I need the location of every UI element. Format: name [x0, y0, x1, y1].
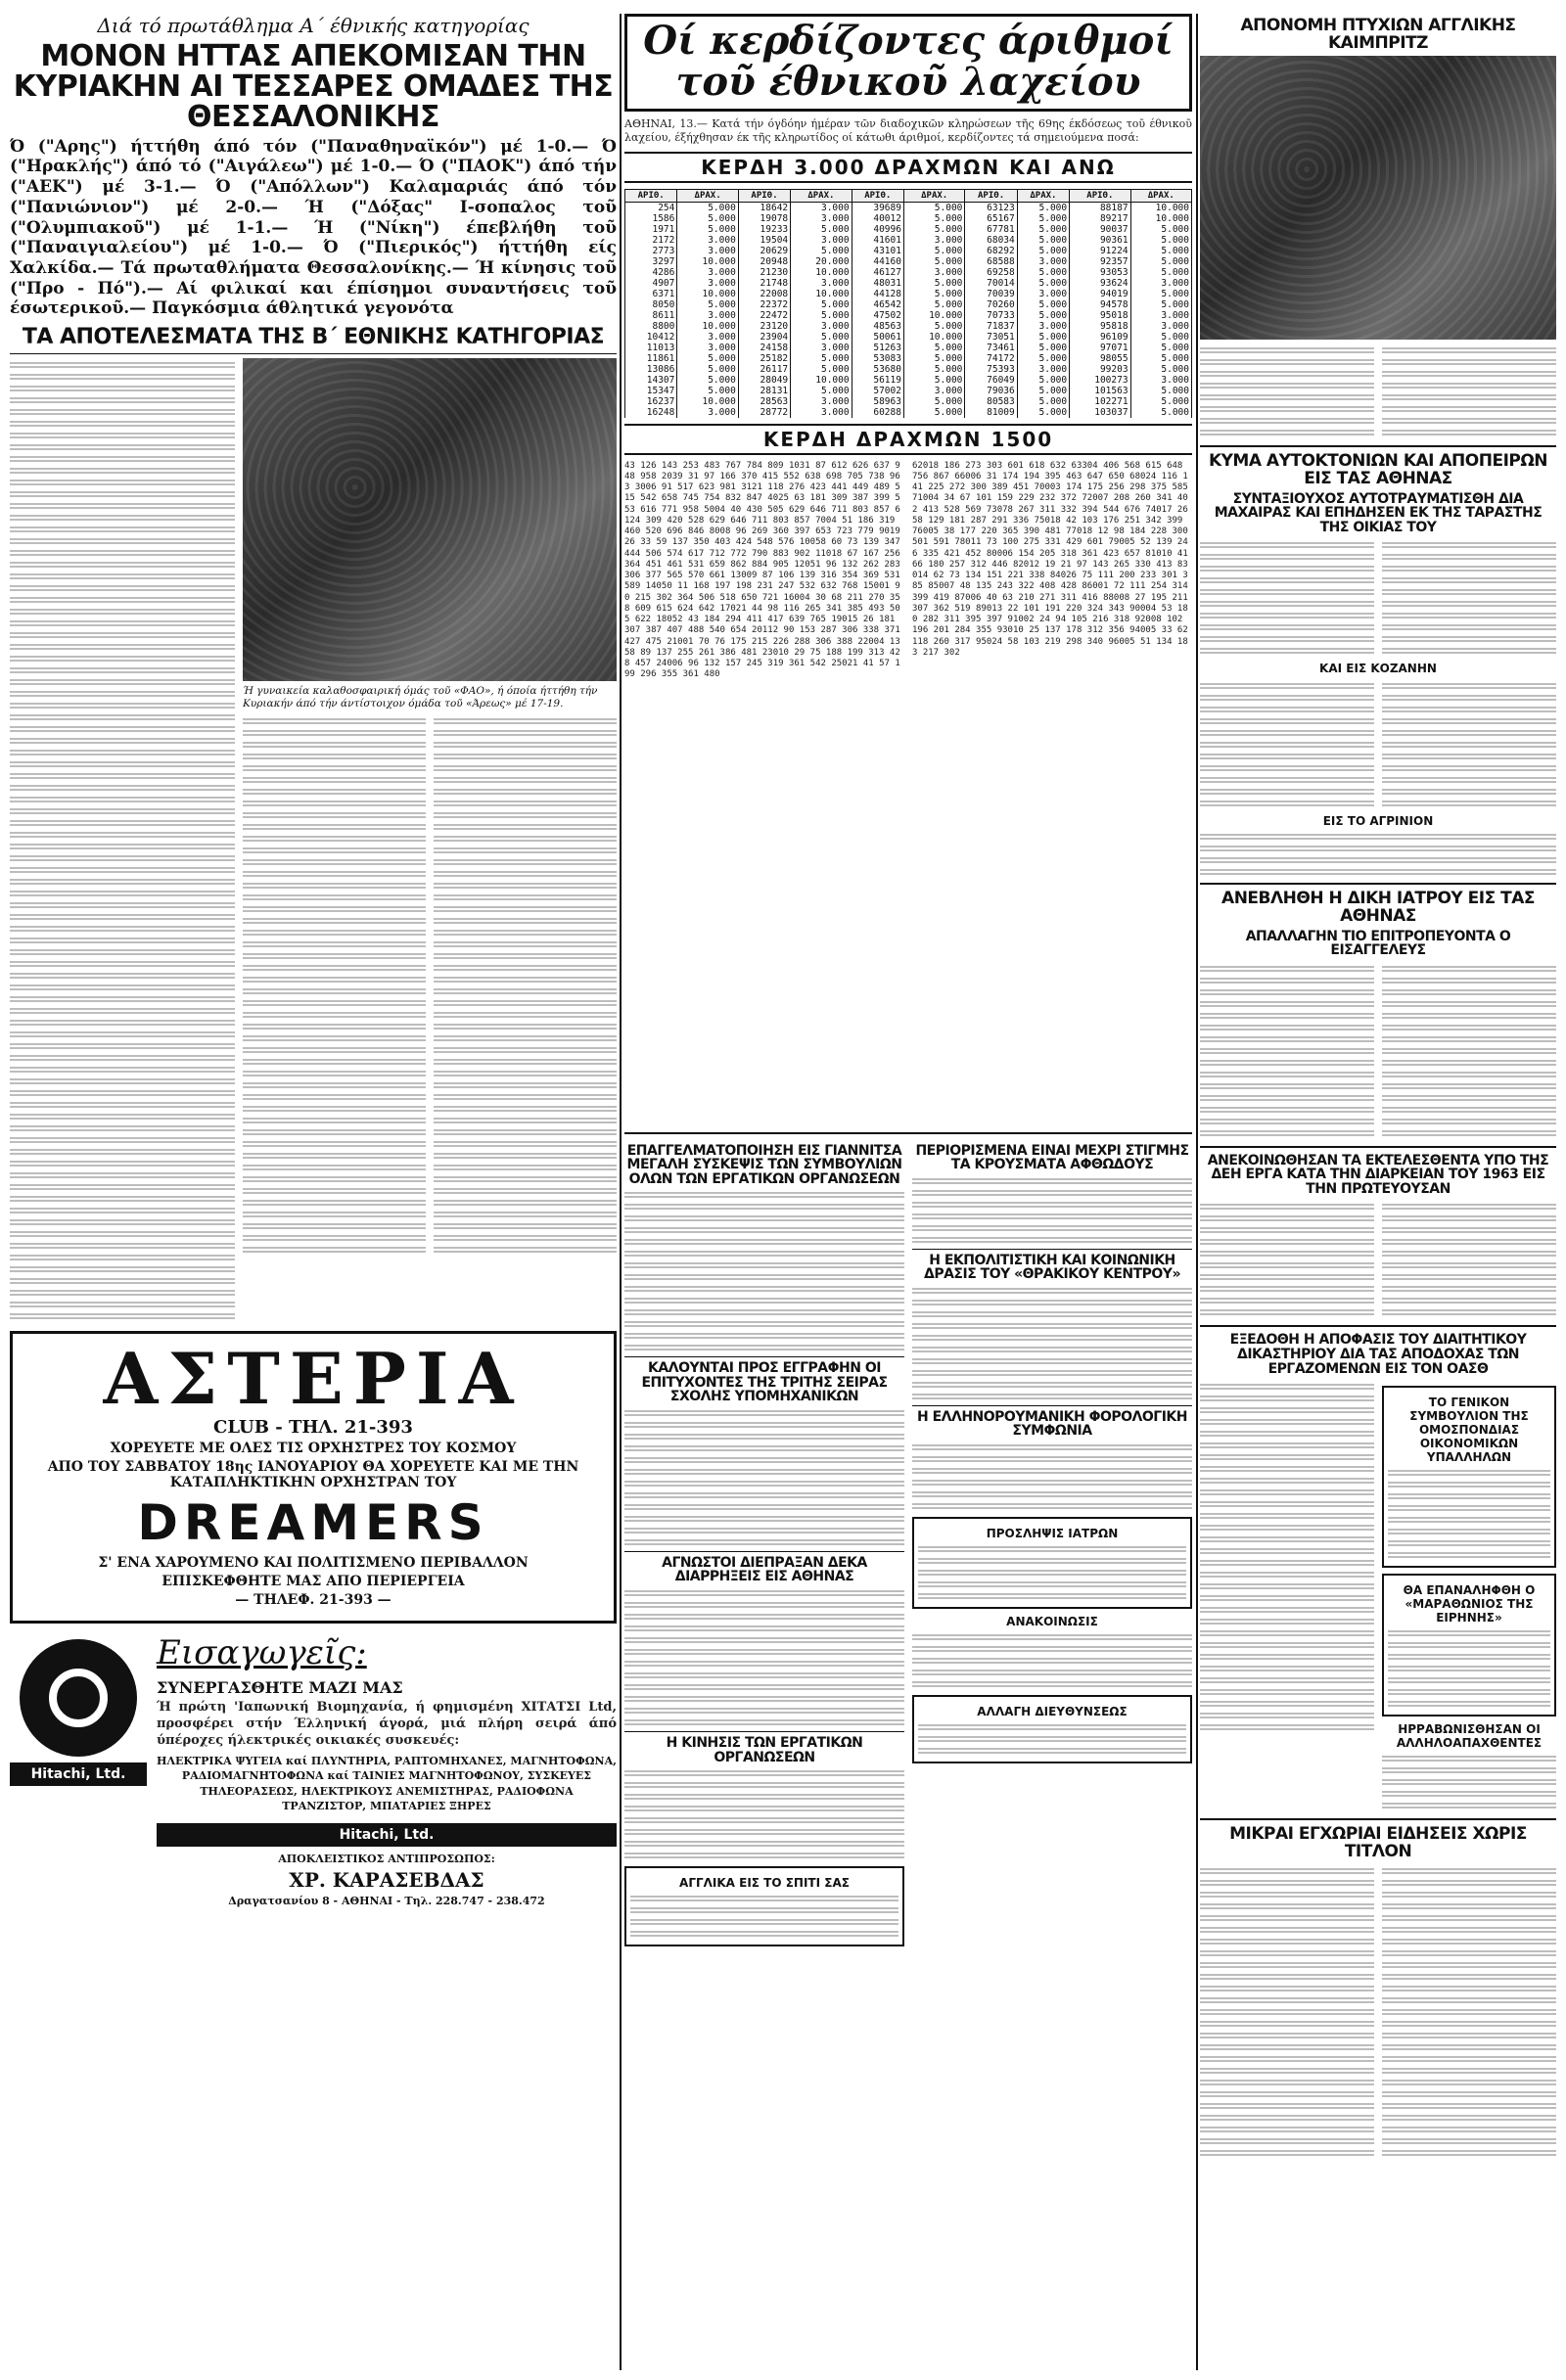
table-cell: 10.000 [903, 332, 964, 343]
table-cell: 44128 [852, 289, 903, 299]
table-cell: 3.000 [791, 278, 852, 289]
table-header-cell: ΔΡΑΧ. [1017, 189, 1069, 202]
table-cell: 81009 [965, 407, 1017, 418]
table-cell: 5.000 [791, 310, 852, 321]
labor-movement-headline: Η ΚΙΝΗΣΙΣ ΤΩΝ ΕΡΓΑΤΙΚΩΝ ΟΡΓΑΝΩΣΕΩΝ [666, 1734, 863, 1765]
table-cell: 10.000 [791, 289, 852, 299]
table-cell: 71837 [965, 321, 1017, 332]
table-header-cell: ΑΡΙΘ. [852, 189, 903, 202]
hitachi-address: Δραγατσανίου 8 - ΑΘΗΝΑΙ - Τηλ. 228.747 - 238.472 [228, 1895, 545, 1908]
table-cell: 3.000 [791, 202, 852, 213]
table-header-cell: ΔΡΑΧ. [903, 189, 964, 202]
sports-kicker: Διά τό πρωτάθλημα Α΄ έθνικής κατηγορίας [97, 14, 530, 37]
table-cell: 58963 [852, 396, 903, 407]
address-change-headline: ΑΛΛΑΓΗ ΔΙΕΥΘΥΝΣΕΩΣ [977, 1704, 1128, 1718]
thracian-center-headline: Η ΕΚΠΟΛΙΤΙΣΤΙΚΗ ΚΑΙ ΚΟΙΝΩΝΙΚΗ ΔΡΑΣΙΣ ΤΟΥ «ΘΡΑΚΙΚΟΥ ΚΕΝΤΡΟΥ» [924, 1252, 1180, 1283]
table-cell: 3.000 [791, 213, 852, 224]
table-cell: 90361 [1070, 235, 1130, 246]
table-cell: 10.000 [677, 396, 738, 407]
agrinio-headline: ΕΙΣ ΤΟ ΑΓΡΙΝΙΟΝ [1322, 814, 1434, 829]
doctors-hiring-headline: ΠΡΟΣΛΗΨΙΣ ΙΑΤΡΩΝ [986, 1526, 1119, 1540]
table-cell: 100273 [1070, 375, 1130, 386]
table-cell: 70260 [965, 299, 1017, 310]
asteria-line1: ΧΟΡΕΥΕΤΕ ΜΕ ΟΛΕΣ ΤΙΣ ΟΡΧΗΣΤΡΕΣ ΤΟΥ ΚΟΣΜΟΥ [110, 1441, 517, 1457]
table-header-cell: ΑΡΙΘ. [738, 189, 790, 202]
table-cell: 25182 [738, 353, 790, 364]
table-cell: 5.000 [1130, 343, 1191, 353]
table-cell: 10.000 [791, 375, 852, 386]
marathon-headline: ΘΑ ΕΠΑΝΑΛΗΦΘΗ Ο «ΜΑΡΑΘΩΝΙΟΣ ΤΗΣ ΕΙΡΗΝΗΣ» [1403, 1583, 1536, 1625]
hitachi-ad [10, 1633, 617, 1910]
table-cell: 10412 [625, 332, 677, 343]
table-cell: 88187 [1070, 202, 1130, 213]
table-cell: 3.000 [903, 386, 964, 396]
hitachi-headline: ΣΥΝΕΡΓΑΣΘΗΤΕ ΜΑΖΙ ΜΑΣ [157, 1678, 403, 1698]
table-cell: 48031 [852, 278, 903, 289]
table-cell: 5.000 [1017, 386, 1069, 396]
table-cell: 5.000 [677, 364, 738, 375]
table-cell: 3.000 [791, 321, 852, 332]
table-cell: 50061 [852, 332, 903, 343]
engaged-headline: ΗΡΡΑΒΩΝΙΣΘΗΣΑΝ ΟΙ ΑΛΛΗΛΟΑΠΑΧΘΕΝΤΕΣ [1396, 1722, 1543, 1751]
table-cell: 3.000 [677, 407, 738, 418]
table-cell: 5.000 [903, 278, 964, 289]
table-cell: 1971 [625, 224, 677, 235]
table-cell: 76049 [965, 375, 1017, 386]
table-cell: 3.000 [677, 267, 738, 278]
table-cell: 91224 [1070, 246, 1130, 256]
table-cell: 5.000 [1017, 213, 1069, 224]
table-cell: 46542 [852, 299, 903, 310]
table-cell: 3.000 [1017, 256, 1069, 267]
table-cell: 23120 [738, 321, 790, 332]
table-cell: 2773 [625, 246, 677, 256]
burglaries-headline: ΑΓΝΩΣΤΟΙ ΔΙΕΠΡΑΞΑΝ ΔΕΚΑ ΔΙΑΡΡΗΞΕΙΣ ΕΙΣ ΑΘΗΝΑΣ [662, 1554, 867, 1585]
table-cell: 70014 [965, 278, 1017, 289]
table-row [625, 235, 1192, 246]
asteria-line5: — ΤΗΛΕΦ. 21-393 — [235, 1592, 392, 1609]
left-column [10, 14, 617, 2370]
table-cell: 21748 [738, 278, 790, 289]
table-cell: 5.000 [903, 299, 964, 310]
table-cell: 5.000 [677, 299, 738, 310]
table-cell: 47502 [852, 310, 903, 321]
table-row [625, 310, 1192, 321]
table-row [625, 278, 1192, 289]
table-cell: 73051 [965, 332, 1017, 343]
table-cell: 3.000 [677, 332, 738, 343]
table-header-cell: ΑΡΙΘ. [1070, 189, 1130, 202]
table-cell: 5.000 [903, 375, 964, 386]
table-cell: 60288 [852, 407, 903, 418]
table-cell: 5.000 [1130, 353, 1191, 364]
table-cell: 10.000 [677, 321, 738, 332]
basketball-team-photo [243, 358, 617, 681]
sports-lead: Ό ("Αρης") ήττήθη άπό τόν ("Παναθηναϊκόν") μέ 1-0.— Ό ("Ηρακλής") άπό τό ("Αιγάλεω") μέ 1-0.— Ό ("ΠΑΟΚ") άπό τήν ("ΑΕΚ") μέ 3-1.— Ό ("Απόλλων") Καλαμαριάς άπό τόν ("Πανιώνιον") μέ 2-0.— Ή ("Δόξας" Ι-σοπαλος τοῦ ("Ολυμπιακοῦ") μέ 1-1.— Ή ("Νίκη") έπεβλήθη τοῦ ("Παναιγιαλείου") μέ 1-0.— Ό ("Πιερικός") ήττήθη είς Χαλκίδα.— Τά πρωταθλήματα Θεσσαλονίκης.— Ή κίνησις τοῦ ("Προ - Πό").— Αί φιλικαί και έπίσημοι συναντήσεις τοῦ έσωτερικοῦ.— Παγκόσμια άθλητικά γεγονότα [10, 136, 617, 319]
table-header-cell: ΔΡΑΧ. [791, 189, 852, 202]
table-cell: 5.000 [1130, 386, 1191, 396]
table-cell: 98055 [1070, 353, 1130, 364]
table-row [625, 332, 1192, 343]
table-cell: 5.000 [1017, 278, 1069, 289]
table-row [625, 299, 1192, 310]
giannitsa-headline: ΕΠΑΓΓΕΛΜΑΤΟΠΟΙΗΣΗ ΕΙΣ ΓΙΑΝΝΙΤΣΑ ΜΕΓΑΛΗ ΣΥΣΚΕΨΙΣ ΤΩΝ ΣΥΜΒΟΥΛΙΩΝ ΟΛΩΝ ΤΩΝ ΕΡΓΑΤΙΚΩΝ ΟΡΓΑΝΩΣΕΩΝ [626, 1142, 902, 1187]
table-cell: 5.000 [1130, 299, 1191, 310]
table-cell: 3.000 [1130, 278, 1191, 289]
kozani-headline: ΚΑΙ ΕΙΣ ΚΟΖΑΝΗΝ [1319, 662, 1437, 676]
foot-mouth-headline: ΠΕΡΙΟΡΙΣΜΕΝΑ ΕΙΝΑΙ ΜΕΧΡΙ ΣΤΙΓΜΗΣ ΤΑ ΚΡΟΥΣΜΑΤΑ ΑΦΘΩΔΟΥΣ [915, 1142, 1189, 1173]
table-cell: 6371 [625, 289, 677, 299]
table-cell: 10.000 [677, 289, 738, 299]
financial-employees-headline: ΤΟ ΓΕΝΙΚΟΝ ΣΥΜΒΟΥΛΙΟΝ ΤΗΣ ΟΜΟΣΠΟΝΔΙΑΣ ΟΙΚΟΝΟΜΙΚΩΝ ΥΠΑΛΛΗΛΩΝ [1409, 1396, 1529, 1465]
table-cell: 5.000 [1130, 224, 1191, 235]
table-cell: 4907 [625, 278, 677, 289]
table-cell: 5.000 [1130, 332, 1191, 343]
table-cell: 5.000 [791, 386, 852, 396]
table-cell: 5.000 [903, 202, 964, 213]
table-cell: 56119 [852, 375, 903, 386]
table-cell: 5.000 [677, 375, 738, 386]
table-cell: 89217 [1070, 213, 1130, 224]
hitachi-script-heading: Εισαγωγεῖς: [157, 1633, 367, 1673]
table-row [625, 256, 1192, 267]
suicides-headline: ΚΥΜΑ ΑΥΤΟΚΤΟΝΙΩΝ ΚΑΙ ΑΠΟΠΕΙΡΩΝ ΕΙΣ ΤΑΣ ΑΘΗΝΑΣ [1208, 451, 1548, 489]
table-cell: 95018 [1070, 310, 1130, 321]
table-cell: 43101 [852, 246, 903, 256]
table-cell: 11013 [625, 343, 677, 353]
table-cell: 23904 [738, 332, 790, 343]
table-cell: 10.000 [903, 310, 964, 321]
asteria-club-ad [10, 1331, 617, 1624]
table-cell: 5.000 [1130, 235, 1191, 246]
table-cell: 5.000 [791, 224, 852, 235]
table-cell: 5.000 [1017, 332, 1069, 343]
table-cell: 24158 [738, 343, 790, 353]
table-cell: 10.000 [677, 256, 738, 267]
table-cell: 8800 [625, 321, 677, 332]
table-cell: 5.000 [1017, 202, 1069, 213]
table-cell: 5.000 [677, 224, 738, 235]
table-cell: 73461 [965, 343, 1017, 353]
sports-article-body [10, 358, 235, 1323]
table-row [625, 386, 1192, 396]
cambridge-ceremony-photo [1200, 56, 1556, 340]
table-cell: 5.000 [1017, 235, 1069, 246]
table-cell: 5.000 [1017, 396, 1069, 407]
table-cell: 5.000 [677, 213, 738, 224]
table-cell: 80583 [965, 396, 1017, 407]
table-header-cell: ΔΡΑΧ. [1130, 189, 1191, 202]
table-cell: 3.000 [1017, 364, 1069, 375]
table-row [625, 267, 1192, 278]
table-cell: 1586 [625, 213, 677, 224]
hitachi-intro: Ή πρώτη 'Ιαπωνική Βιομηχανία, ή φημισμένη ΧΙΤΑΤΣΙ Ltd, προσφέρει στήν Έλληνική άγορά, μιά πλήρη σειρά άπό ύπέροχες ήλεκτρικές οικιακές συσκευές: [157, 1700, 617, 1748]
table-cell: 11861 [625, 353, 677, 364]
table-cell: 96109 [1070, 332, 1130, 343]
table-cell: 10.000 [791, 267, 852, 278]
hitachi-agent-label: ΑΠΟΚΛΕΙΣΤΙΚΟΣ ΑΝΤΙΠΡΟΣΩΠΟΣ: [278, 1853, 495, 1866]
table-cell: 3.000 [791, 235, 852, 246]
hitachi-agent: ΧΡ. ΚΑΡΑΣΕΒΔΑΣ [289, 1868, 484, 1893]
table-cell: 93053 [1070, 267, 1130, 278]
table-cell: 16248 [625, 407, 677, 418]
tax-agreement-headline: Η ΕΛΛΗΝΟΡΟΥΜΑΝΙΚΗ ΦΟΡΟΛΟΓΙΚΗ ΣΥΜΦΩΝΙΑ [917, 1408, 1187, 1440]
table-cell: 5.000 [791, 299, 852, 310]
basketball-photo-caption: Ή γυναικεία καλαθοσφαιρική όμάς τοῦ «ΦΑΟ», ή όποία ήττήθη τήν Κυριακήν άπό τήν άντίστοιχον όμάδα τοῦ «Άρεως» μέ 17-19. [243, 685, 598, 710]
asteria-club-line: CLUB - ΤΗΛ. 21-393 [213, 1417, 413, 1439]
table-cell: 68034 [965, 235, 1017, 246]
table-header-cell: ΑΡΙΘ. [625, 189, 677, 202]
table-cell: 67781 [965, 224, 1017, 235]
table-cell: 13086 [625, 364, 677, 375]
table-row [625, 224, 1192, 235]
table-cell: 70039 [965, 289, 1017, 299]
lottery-band-3000: ΚΕΡΔΗ 3.000 ΔΡΑΧΜΩΝ ΚΑΙ ΑΝΩ [624, 152, 1192, 183]
table-cell: 53680 [852, 364, 903, 375]
lottery-masthead: Οί κερδίζοντες άριθμοί τοῦ έθνικοῦ λαχείου [624, 14, 1192, 112]
table-header-cell: ΑΡΙΘ. [965, 189, 1017, 202]
table-cell: 68588 [965, 256, 1017, 267]
table-cell: 5.000 [903, 321, 964, 332]
table-cell: 5.000 [1130, 256, 1191, 267]
table-cell: 254 [625, 202, 677, 213]
table-cell: 2172 [625, 235, 677, 246]
table-cell: 3.000 [1130, 310, 1191, 321]
middle-column [624, 14, 1192, 2370]
table-cell: 28049 [738, 375, 790, 386]
table-cell: 5.000 [903, 396, 964, 407]
table-row [625, 246, 1192, 256]
table-cell: 102271 [1070, 396, 1130, 407]
lottery-intro: ΑΘΗΝΑΙ, 13.— Κατά τήν όγδόην ήμέραν τῶν διαδοχικῶν κληρώσεων τῆς 69ης έκδόσεως τοῦ έθνικοῦ λαχείου, έξήχθησαν έκ τῆς κληρωτίδος οί κάτωθι άριθμοί, κερδίζοντες τά σημειούμενα ποσά: [624, 117, 1192, 145]
table-cell: 3.000 [903, 267, 964, 278]
table-cell: 19078 [738, 213, 790, 224]
pensioner-headline: ΣΥΝΤΑΞΙΟΥΧΟΣ ΑΥΤΟΤΡΑΥΜΑΤΙΣΘΗ ΔΙΑ ΜΑΧΑΙΡΑΣ ΚΑΙ ΕΠΗΔΗΣΕΝ ΕΚ ΤΗΣ ΤΑΡΑΣΤΗΣ ΤΗΣ ΟΙΚΙΑΣ ΤΟΥ [1214, 490, 1543, 535]
table-cell: 19504 [738, 235, 790, 246]
local-news-headline: ΜΙΚΡΑΙ ΕΓΧΩΡΙΑΙ ΕΙΔΗΣΕΙΣ ΧΩΡΙΣ ΤΙΤΛΟΝ [1229, 1824, 1527, 1861]
table-cell: 4286 [625, 267, 677, 278]
table-cell: 40012 [852, 213, 903, 224]
table-cell: 5.000 [1017, 407, 1069, 418]
table-cell: 5.000 [903, 256, 964, 267]
table-cell: 44160 [852, 256, 903, 267]
table-cell: 22008 [738, 289, 790, 299]
hitachi-brand-bottom: Hitachi, Ltd. [157, 1823, 617, 1847]
table-cell: 53083 [852, 353, 903, 364]
cambridge-headline: ΑΠΟΝΟΜΗ ΠΤΥΧΙΩΝ ΑΓΓΛΙΚΗΣ ΚΑΙΜΠΡΙΤΖ [1240, 16, 1516, 53]
table-row [625, 407, 1192, 418]
table-cell: 41601 [852, 235, 903, 246]
table-cell: 5.000 [677, 202, 738, 213]
table-row [625, 289, 1192, 299]
table-cell: 20629 [738, 246, 790, 256]
table-cell: 99203 [1070, 364, 1130, 375]
table-cell: 5.000 [1130, 267, 1191, 278]
table-cell: 5.000 [1130, 407, 1191, 418]
table-cell: 14307 [625, 375, 677, 386]
asteria-line4: ΕΠΙΣΚΕΦΘΗΤΕ ΜΑΣ ΑΠΟ ΠΕΡΙΕΡΓΕΙΑ [161, 1574, 465, 1590]
table-cell: 3297 [625, 256, 677, 267]
table-row [625, 321, 1192, 332]
lottery-table [624, 189, 1192, 418]
table-cell: 46127 [852, 267, 903, 278]
table-cell: 16237 [625, 396, 677, 407]
announcement-headline: ΑΝΑΚΟΙΝΩΣΙΣ [1006, 1614, 1098, 1628]
doctor-trial-headline: ΑΝΕΒΛΗΘΗ Η ΔΙΚΗ ΙΑΤΡΟΥ ΕΙΣ ΤΑΣ ΑΘΗΝΑΣ [1221, 889, 1535, 926]
table-cell: 28772 [738, 407, 790, 418]
table-cell: 3.000 [791, 343, 852, 353]
table-cell: 93624 [1070, 278, 1130, 289]
right-column [1200, 14, 1556, 2370]
table-cell: 5.000 [1017, 310, 1069, 321]
engineers-headline: ΚΑΛΟΥΝΤΑΙ ΠΡΟΣ ΕΓΓΡΑΦΗΝ ΟΙ ΕΠΙΤΥΧΟΝΤΕΣ ΤΗΣ ΤΡΙΤΗΣ ΣΕΙΡΑΣ ΣΧΟΛΗΣ ΥΠΟΜΗΧΑΝΙΚΩΝ [641, 1360, 888, 1405]
lottery-numbers-right: 62018 186 273 303 601 618 632 63304 406 568 615 648 756 867 66006 31 174 194 395 463 647 650 68024 116 141 225 272 300 389 451 70003 174 175 256 298 375 585 71004 34 67 101 159 229 232 372 72007 208 260 341 402 413 528 569 73078 267 311 332 394 544 676 74017 26 58 129 181 287 291 336 75018 42 103 176 251 342 399 76005 38 177 220 365 390 481 77018 12 98 184 228 300 501 591 78011 73 100 275 331 429 601 79005 52 139 246 335 421 452 80006 154 205 318 361 423 657 81010 41 66 180 257 312 446 82012 19 21 97 143 265 330 413 83014 62 73 134 151 221 338 84026 75 111 200 233 301 385 85007 48 135 243 322 408 428 86001 72 111 254 314 399 419 87006 40 63 210 271 311 416 88008 27 195 211 307 362 519 89013 22 101 191 220 324 343 90004 53 180 282 311 395 397 91002 24 94 105 216 318 92008 102 196 201 284 355 93010 25 137 178 312 356 94005 33 62 118 260 317 95024 58 103 219 298 340 96005 51 134 183 217 302 [912, 460, 1188, 658]
table-cell: 97071 [1070, 343, 1130, 353]
asteria-line2: ΑΠΟ ΤΟΥ ΣΑΒΒΑΤΟΥ 18ης ΙΑΝΟΥΑΡΙΟΥ ΘΑ ΧΟΡΕΥΕΤΕ ΚΑΙ ΜΕ ΤΗΝ ΚΑΤΑΠΛΗΚΤΙΚΗΝ ΟΡΧΗΣΤΡΑΝ ΤΟΥ [47, 1459, 579, 1491]
table-cell: 5.000 [903, 246, 964, 256]
table-cell: 3.000 [677, 246, 738, 256]
table-cell: 5.000 [903, 407, 964, 418]
table-row [625, 396, 1192, 407]
table-cell: 5.000 [1017, 246, 1069, 256]
table-cell: 18642 [738, 202, 790, 213]
table-cell: 3.000 [1130, 375, 1191, 386]
hitachi-logo-icon [20, 1639, 137, 1757]
lottery-numbers-left: 43 126 143 253 483 767 784 809 1031 87 612 626 637 948 958 2039 31 97 166 370 415 552 638 698 705 738 963 3006 91 517 623 981 3121 118 276 423 441 449 489 515 542 658 745 754 832 847 4025 63 181 309 387 399 553 616 771 958 5004 40 430 505 629 646 711 803 857 6124 309 420 528 629 646 711 803 857 7004 51 186 319 460 520 696 846 8008 96 269 360 397 653 723 779 9019 26 33 59 137 350 403 424 548 576 10058 60 73 139 347 444 506 574 617 712 772 790 883 902 11018 67 167 256 364 451 461 531 659 862 884 905 12051 96 132 262 283 306 377 565 570 661 13009 87 106 139 316 354 369 531 589 14050 11 168 197 198 231 247 532 632 768 15001 90 215 302 364 506 518 650 721 16004 30 68 211 270 358 609 615 624 642 17021 44 98 116 265 341 385 493 505 622 18052 43 184 294 411 417 639 765 19015 26 181 307 387 407 488 540 654 20112 90 153 287 306 338 371 427 475 21001 70 76 175 215 226 288 306 388 22004 13 58 89 137 255 261 386 481 23010 29 75 188 199 313 428 457 24006 96 132 157 245 319 361 542 25021 41 57 199 296 355 361 480 [624, 460, 900, 680]
table-cell: 10.000 [1130, 202, 1191, 213]
table-cell: 5.000 [1017, 343, 1069, 353]
table-cell: 75393 [965, 364, 1017, 375]
table-cell: 5.000 [903, 364, 964, 375]
table-cell: 90037 [1070, 224, 1130, 235]
table-cell: 5.000 [791, 364, 852, 375]
table-cell: 94019 [1070, 289, 1130, 299]
table-cell: 5.000 [1017, 353, 1069, 364]
table-row [625, 213, 1192, 224]
table-row [625, 353, 1192, 364]
table-row [625, 364, 1192, 375]
table-cell: 57002 [852, 386, 903, 396]
table-cell: 8050 [625, 299, 677, 310]
table-cell: 3.000 [677, 278, 738, 289]
table-cell: 39689 [852, 202, 903, 213]
table-cell: 5.000 [1130, 246, 1191, 256]
english-ad-headline: ΑΓΓΛΙΚΑ ΕΙΣ ΤΟ ΣΠΙΤΙ ΣΑΣ [679, 1876, 850, 1891]
table-cell: 3.000 [791, 407, 852, 418]
table-cell: 5.000 [791, 353, 852, 364]
sports-headline: ΜΟΝΟΝ ΗΤΤΑΣ ΑΠΕΚΟΜΙΣΑΝ ΤΗΝ ΚΥΡΙΑΚΗΝ ΑΙ ΤΕΣΣΑΡΕΣ ΟΜΑΔΕΣ ΤΗΣ ΘΕΣΣΑΛΟΝΙΚΗΣ [13, 39, 614, 135]
table-cell: 21230 [738, 267, 790, 278]
table-cell: 40996 [852, 224, 903, 235]
table-cell: 5.000 [677, 386, 738, 396]
table-cell: 5.000 [1017, 375, 1069, 386]
table-row [625, 375, 1192, 386]
table-cell: 101563 [1070, 386, 1130, 396]
table-cell: 5.000 [1130, 364, 1191, 375]
table-cell: 20948 [738, 256, 790, 267]
table-cell: 103037 [1070, 407, 1130, 418]
table-row [625, 343, 1192, 353]
table-cell: 5.000 [791, 332, 852, 343]
table-cell: 5.000 [903, 353, 964, 364]
table-cell: 15347 [625, 386, 677, 396]
table-cell: 68292 [965, 246, 1017, 256]
table-cell: 63123 [965, 202, 1017, 213]
table-cell: 3.000 [677, 235, 738, 246]
table-cell: 3.000 [677, 343, 738, 353]
table-cell: 48563 [852, 321, 903, 332]
table-cell: 3.000 [1130, 321, 1191, 332]
table-row [625, 202, 1192, 213]
dei-works-headline: ΑΝΕΚΟΙΝΩΘΗΣΑΝ ΤΑ ΕΚΤΕΛΕΣΘΕΝΤΑ ΥΠΟ ΤΗΣ ΔΕΗ ΕΡΓΑ ΚΑΤΑ ΤΗΝ ΔΙΑΡΚΕΙΑΝ ΤΟΥ 1963 ΕΙΣ ΤΗΝ ΠΡΩΤΕΥΟΥΣΑΝ [1207, 1152, 1549, 1197]
table-cell: 5.000 [791, 246, 852, 256]
table-cell: 70733 [965, 310, 1017, 321]
table-cell: 26117 [738, 364, 790, 375]
table-cell: 5.000 [903, 289, 964, 299]
hitachi-brand-label: Hitachi, Ltd. [10, 1762, 147, 1786]
table-cell: 5.000 [1017, 267, 1069, 278]
table-cell: 3.000 [903, 235, 964, 246]
table-header-cell: ΔΡΑΧ. [677, 189, 738, 202]
table-cell: 3.000 [1017, 289, 1069, 299]
table-cell: 79036 [965, 386, 1017, 396]
asteria-title: ΑΣΤΕΡΙΑ [103, 1337, 524, 1421]
table-cell: 74172 [965, 353, 1017, 364]
table-cell: 95818 [1070, 321, 1130, 332]
asteria-band-name: DREAMERS [137, 1494, 489, 1552]
table-cell: 69258 [965, 267, 1017, 278]
table-cell: 22372 [738, 299, 790, 310]
prosecutor-headline: ΑΠΑΛΛΑΓΗΝ ΤΙΟ ΕΠΙΤΡΟΠΕΥΟΝΤΑ Ο ΕΙΣΑΓΓΕΛΕΥΣ [1245, 928, 1511, 959]
table-cell: 28563 [738, 396, 790, 407]
table-cell: 8611 [625, 310, 677, 321]
table-cell: 3.000 [791, 396, 852, 407]
lottery-band-1500: ΚΕΡΔΗ ΔΡΑΧΜΩΝ 1500 [624, 424, 1192, 455]
table-cell: 94578 [1070, 299, 1130, 310]
table-cell: 28131 [738, 386, 790, 396]
arbitration-headline: ΕΞΕΔΟΘΗ Η ΑΠΟΦΑΣΙΣ ΤΟΥ ΔΙΑΙΤΗΤΙΚΟΥ ΔΙΚΑΣΤΗΡΙΟΥ ΔΙΑ ΤΑΣ ΑΠΟΔΟΧΑΣ ΤΩΝ ΕΡΓΑΖΟΜΕΝΩΝ ΕΙΣ ΤΟΝ ΟΑΣΘ [1229, 1332, 1527, 1377]
table-cell: 3.000 [677, 310, 738, 321]
table-cell: 92357 [1070, 256, 1130, 267]
table-cell: 5.000 [903, 343, 964, 353]
table-cell: 5.000 [903, 224, 964, 235]
table-cell: 5.000 [1017, 299, 1069, 310]
table-cell: 20.000 [791, 256, 852, 267]
hitachi-products: ΗΛΕΚΤΡΙΚΑ ΨΥΓΕΙΑ καί ΠΛΥΝΤΗΡΙΑ, ΡΑΠΤΟΜΗΧΑΝΕΣ, ΜΑΓΝΗΤΟΦΩΝΑ, ΡΑΔΙΟΜΑΓΝΗΤΟΦΩΝΑ καί ΤΑΙΝΙΕΣ ΜΑΓΝΗΤΟΦΩΝΟΥ, ΣΥΣΚΕΥΕΣ ΤΗΛΕΟΡΑΣΕΩΣ, ΗΛΕΚΤΡΙΚΟΥΣ ΑΝΕΜΙΣΤΗΡΑΣ, ΡΑΔΙΟΦΩΝΑ ΤΡΑΝΖΙΣΤΟΡ, ΜΠΑΤΑΡΙΕΣ ΞΗΡΕΣ [157, 1754, 617, 1812]
table-cell: 22472 [738, 310, 790, 321]
table-cell: 5.000 [1130, 289, 1191, 299]
table-cell: 3.000 [1017, 321, 1069, 332]
asteria-line3: Σ' ΕΝΑ ΧΑΡΟΥΜΕΝΟ ΚΑΙ ΠΟΛΙΤΙΣΜΕΝΟ ΠΕΡΙΒΑΛΛΟΝ [98, 1555, 529, 1572]
table-cell: 5.000 [677, 353, 738, 364]
table-cell: 51263 [852, 343, 903, 353]
table-cell: 10.000 [1130, 213, 1191, 224]
table-cell: 5.000 [1130, 396, 1191, 407]
table-cell: 5.000 [1017, 224, 1069, 235]
table-cell: 5.000 [903, 213, 964, 224]
table-cell: 65167 [965, 213, 1017, 224]
b-division-headline: ΤΑ ΑΠΟΤΕΛΕΣΜΑΤΑ ΤΗΣ Β΄ ΕΘΝΙΚΗΣ ΚΑΤΗΓΟΡΙΑΣ [22, 325, 605, 350]
table-cell: 19233 [738, 224, 790, 235]
